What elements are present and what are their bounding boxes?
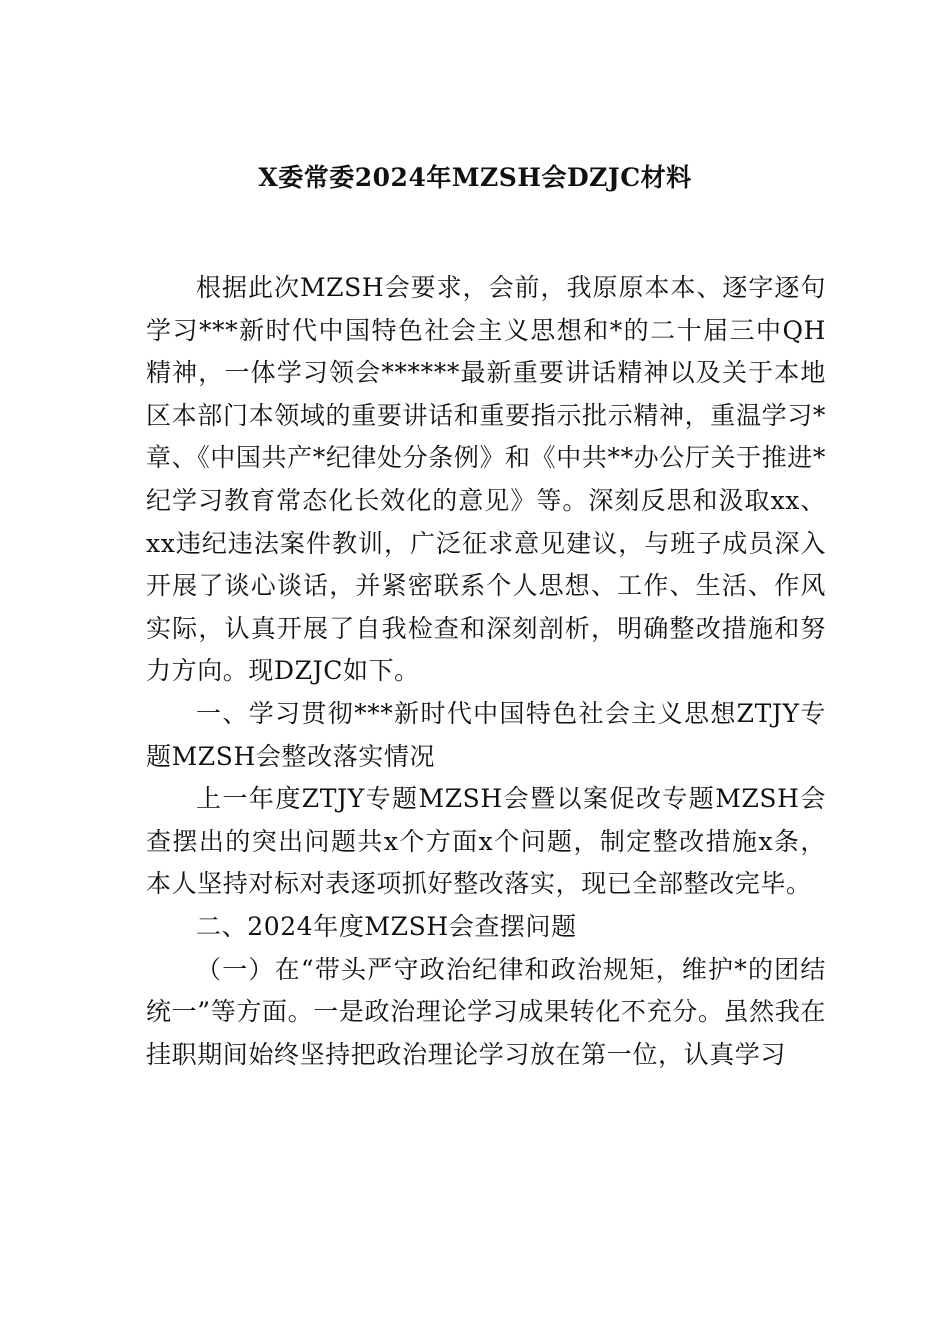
section-heading-2: 二、2024年度MZSH会查摆问题 [196,911,577,941]
paragraph-intro: 根据此次MZSH会要求，会前，我原原本本、逐字逐句学习***新时代中国特色社会主义思想和*的二十届三中QH精神，一体学习领会******最新重要讲话精神以及关于本地区本部门本领域的重要讲话和重要指示批示精神，重温学习*章、《中国共产*纪律处分条例》和《中共**办公厅关于推进*纪学习教育常态化长效化的意见》等。深刻反思和汲取xx、xx违纪违法案件教训，广泛征求意见建议，与班子成员深入开展了谈心谈话，并紧密联系个人思想、工作、生活、作风实际，认真开展了自我检查和深刻剖析，明确整改措施和努力方向。现DZJC如下。 [146,273,826,686]
document-title: X委常委2024年MZSH会DZJC材料 [258,163,692,192]
paragraph-rectification: 上一年度ZTJY专题MZSH会暨以案促改专题MZSH会查摆出的突出问题共x个方面x个问题，制定整改措施x条，本人坚持对标对表逐项抓好整改落实，现已全部整改完毕。 [146,784,826,899]
section-heading-1: 一、学习贯彻***新时代中国特色社会主义思想ZTJY专题MZSH会整改落实情况 [146,698,826,771]
paragraph-issue-1: （一）在“带头严守政治纪律和政治规矩，维护*的团结统一”等方面。一是政治理论学习成果转化不充分。虽然我在挂职期间始终坚持把政治理论学习放在第一位，认真学习 [146,954,826,1069]
document-body [146,267,826,1076]
